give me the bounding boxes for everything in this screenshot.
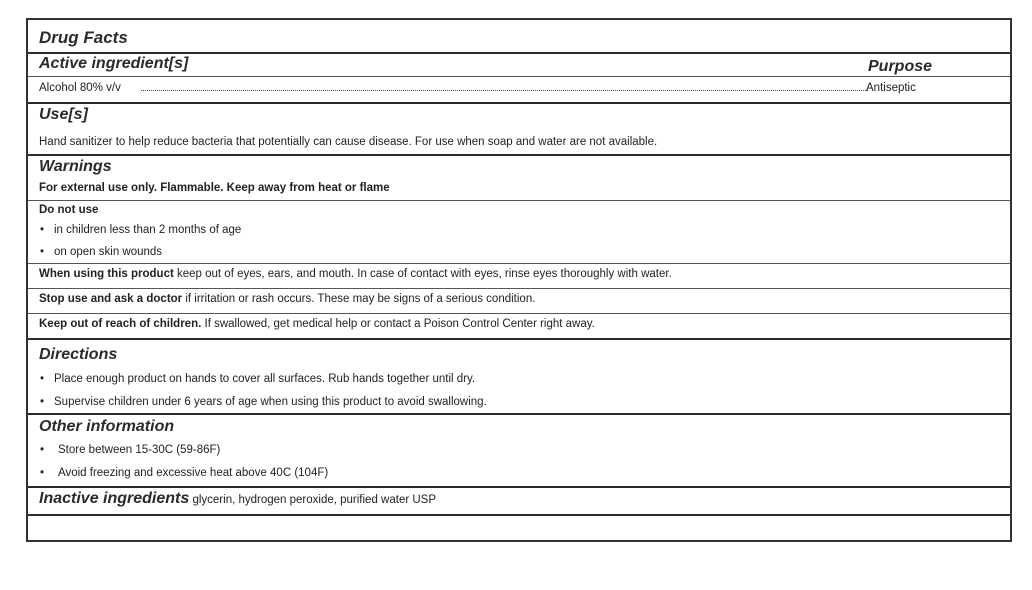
do-not-use-label: Do not use (39, 204, 99, 216)
active-ingredient-heading: Active ingredient[s] (39, 55, 189, 72)
other-information-item-text: Avoid freezing and excessive heat above 40C (104F) (58, 467, 329, 479)
when-using-text: keep out of eyes, ears, and mouth. In case of contact with eyes, rinse eyes thoroughly with water. (173, 268, 672, 280)
warning-divider-1 (28, 200, 1010, 201)
directions-item: • Place enough product on hands to cover all surfaces. Rub hands together until dry. (40, 373, 476, 385)
warnings-divider (28, 338, 1010, 340)
keep-out-text: If swallowed, get medical help or contact a Poison Control Center right away. (201, 318, 595, 330)
dot-leader (141, 90, 868, 91)
keep-out-label: Keep out of reach of children. (39, 318, 202, 330)
warning-divider-4 (28, 313, 1010, 314)
title-divider (28, 52, 1010, 54)
do-not-use-item-text: on open skin wounds (54, 246, 163, 258)
stop-use-warning (39, 293, 535, 305)
drug-facts-title: Drug Facts (39, 28, 128, 47)
when-using-warning (39, 268, 672, 280)
other-information-item: • Store between 15-30C (59-86F) (40, 444, 221, 456)
directions-item-text: Supervise children under 6 years of age when using this product to avoid swallowing. (54, 396, 487, 408)
other-information-divider (28, 486, 1010, 488)
inactive-ingredients-text: glycerin, hydrogen peroxide, purified water USP (189, 494, 437, 506)
other-information-heading: Other information (39, 418, 175, 435)
directions-heading: Directions (39, 346, 118, 363)
do-not-use-item: • on open skin wounds (40, 246, 163, 258)
active-ingredient-value: Alcohol 80% v/v (39, 82, 121, 94)
warning-divider-3 (28, 288, 1010, 289)
stop-use-label: Stop use and ask a doctor (39, 293, 183, 305)
stop-use-text: if irritation or rash occurs. These may be signs of a serious condition. (182, 293, 536, 305)
uses-heading: Use[s] (39, 106, 88, 123)
keep-out-warning (39, 318, 595, 330)
do-not-use-item-text: in children less than 2 months of age (54, 224, 242, 236)
other-information-item-text: Store between 15-30C (59-86F) (58, 444, 221, 456)
uses-divider (28, 154, 1010, 156)
active-divider (28, 102, 1010, 104)
inactive-ingredients-heading: Inactive ingredients (39, 490, 190, 507)
external-use-warning: For external use only. Flammable. Keep away from heat or flame (39, 182, 390, 194)
inactive-divider (28, 514, 1010, 516)
purpose-value: Antiseptic (866, 82, 916, 94)
purpose-heading: Purpose (868, 58, 933, 75)
directions-item: • Supervise children under 6 years of age when using this product to avoid swallowing. (40, 396, 487, 408)
when-using-label: When using this product (39, 268, 174, 280)
directions-item-text: Place enough product on hands to cover all surfaces. Rub hands together until dry. (54, 373, 476, 385)
warnings-heading: Warnings (39, 158, 112, 175)
drug-facts-panel (26, 18, 1012, 542)
other-information-item: • Avoid freezing and excessive heat above 40C (104F) (40, 467, 329, 479)
do-not-use-item: • in children less than 2 months of age (40, 224, 242, 236)
warning-divider-2 (28, 263, 1010, 264)
active-subdivider (28, 76, 1010, 77)
uses-text: Hand sanitizer to help reduce bacteria that potentially can cause disease. For use when soap and water are not available. (39, 136, 658, 148)
inactive-ingredients-row (39, 490, 436, 508)
directions-divider (28, 413, 1010, 415)
